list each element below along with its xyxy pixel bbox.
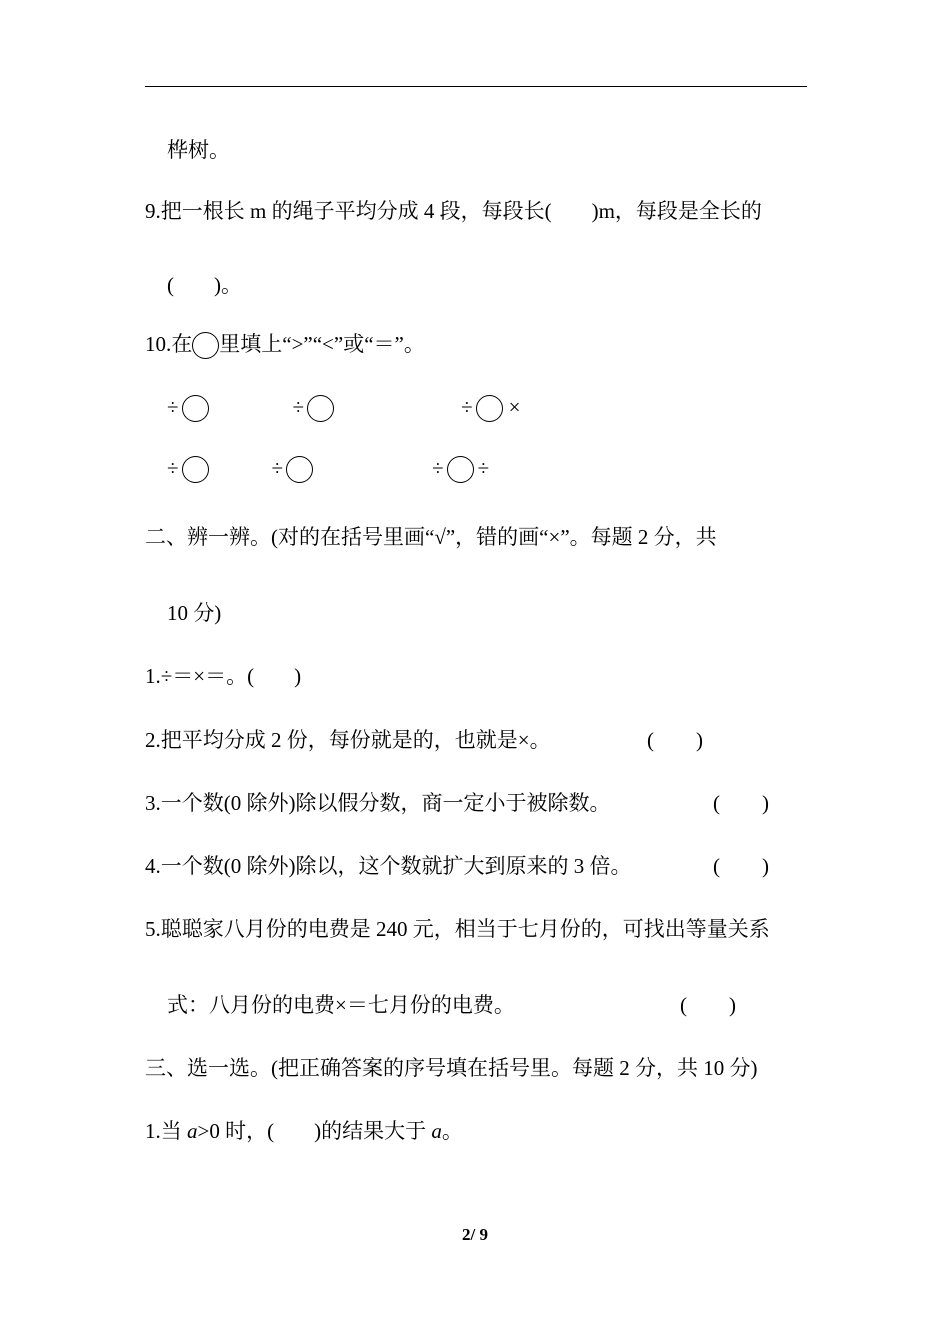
circle-blank[interactable] (192, 332, 219, 359)
op-divide: ÷ (271, 456, 284, 480)
judge-5-cont (167, 992, 515, 1018)
judge-4-text: 4.一个数(0 除外)除以，这个数就扩大到原来的 3 倍。 (145, 854, 632, 878)
op-multiply: × (508, 395, 521, 419)
text-line: 桦树。 (167, 138, 230, 162)
blank-close: ) (696, 728, 703, 752)
section-2-heading: 二、辨一辨。(对的在括号里画“√”，错的画“×”。每题 2 分，共 (145, 525, 717, 549)
blank-open: ( (647, 728, 654, 752)
choice-1-text-d: 。 (441, 1119, 463, 1143)
question-9 (145, 198, 762, 224)
blank-close: ) (762, 854, 769, 878)
judge-2-blank[interactable] (647, 727, 703, 753)
judge-2 (145, 727, 551, 753)
judge-3-text: 3.一个数(0 除外)除以假分数，商一定小于被除数。 (145, 791, 611, 815)
variable-a: a (431, 1119, 442, 1143)
choice-1-text-b: >0 时，( (197, 1119, 275, 1143)
judge-2-text: 2.把平均分成 2 份，每份就是的，也就是×。 (145, 728, 551, 752)
circle-blank[interactable] (286, 456, 313, 483)
blank-open: ( (713, 791, 720, 815)
choice-1-text-a: 1.当 (145, 1119, 187, 1143)
blank-close: )。 (214, 273, 242, 297)
op-divide: ÷ (461, 395, 473, 419)
header-rule (145, 86, 807, 87)
judge-3-blank[interactable] (713, 790, 769, 816)
op-divide: ÷ (477, 456, 490, 480)
blank-open: ( (680, 993, 687, 1017)
blank-close: ) (762, 791, 769, 815)
question-9-text-b: )m，每段是全长的 (591, 199, 762, 223)
judge-4 (145, 853, 632, 879)
judge-5-blank[interactable] (680, 992, 736, 1018)
op-divide: ÷ (167, 395, 179, 419)
op-divide: ÷ (432, 456, 444, 480)
circle-blank[interactable] (447, 456, 474, 483)
compare-row-1 (167, 394, 520, 422)
choice-1-text-c: )的结果大于 (314, 1119, 432, 1143)
question-9-blank (167, 272, 242, 298)
blank-close: ) (729, 993, 736, 1017)
question-10-text-a: 10.在 (145, 332, 193, 356)
blank-close: ) (294, 664, 302, 688)
judge-5-text: 式：八月份的电费×＝七月份的电费。 (167, 993, 515, 1017)
question-10 (145, 331, 425, 359)
variable-a: a (187, 1119, 198, 1143)
circle-blank[interactable] (182, 395, 209, 422)
judge-1 (145, 663, 301, 689)
op-divide: ÷ (292, 395, 305, 419)
circle-blank[interactable] (476, 395, 503, 422)
circle-blank[interactable] (182, 456, 209, 483)
compare-row-2 (167, 455, 489, 483)
judge-1-text: 1.÷＝×＝。( (145, 664, 255, 688)
page-number: 2/ 9 (462, 1225, 488, 1244)
op-divide: ÷ (167, 456, 179, 480)
judge-4-blank[interactable] (713, 853, 769, 879)
judge-3 (145, 790, 611, 816)
blank-open: ( (167, 273, 174, 297)
judge-5: 5.聪聪家八月份的电费是 240 元，相当于七月份的，可找出等量关系 (145, 917, 770, 941)
section-2-heading-cont: 10 分) (167, 601, 222, 625)
circle-blank[interactable] (307, 395, 334, 422)
choice-1 (145, 1118, 463, 1144)
section-3-heading: 三、选一选。(把正确答案的序号填在括号里。每题 2 分，共 10 分) (145, 1056, 758, 1080)
question-9-text-a: 9.把一根长 m 的绳子平均分成 4 段，每段长( (145, 199, 552, 223)
question-10-text-b: 里填上“>”“<”或“＝”。 (219, 332, 425, 356)
blank-open: ( (713, 854, 720, 878)
